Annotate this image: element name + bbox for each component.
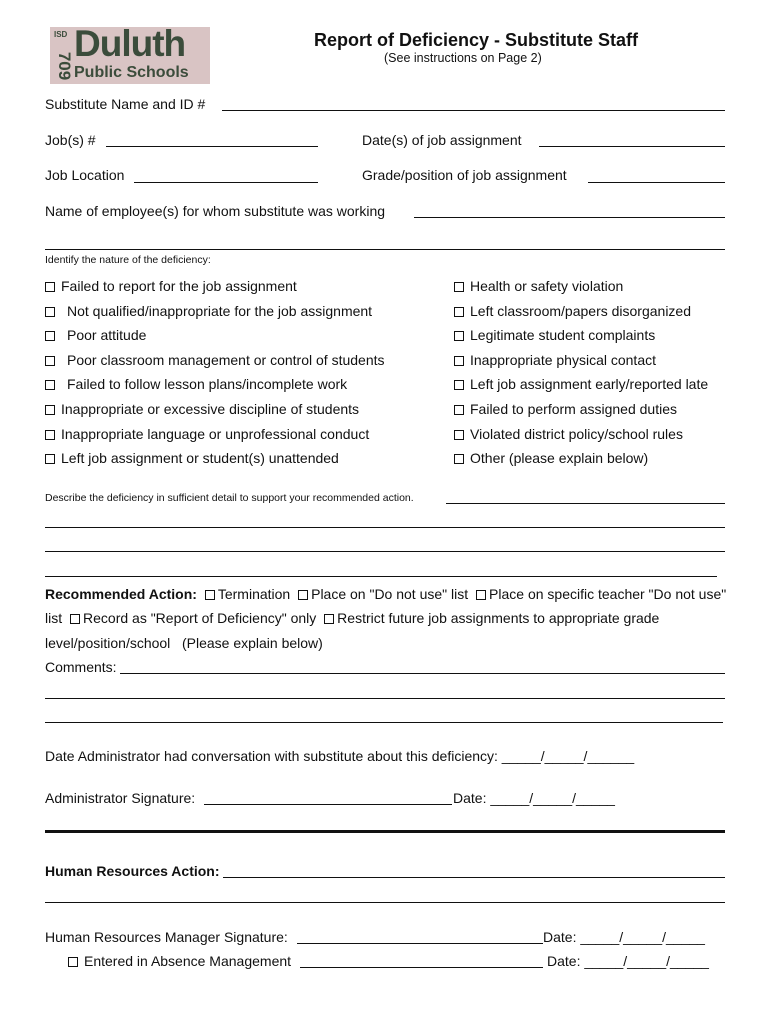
- list-word: list: [45, 610, 63, 626]
- deficiency-label: Left job assignment or student(s) unattended: [61, 450, 339, 467]
- absence-checkbox[interactable]: [68, 957, 78, 967]
- dates-field[interactable]: [539, 146, 725, 147]
- deficiency-option: [454, 426, 683, 442]
- deficiency-checkbox[interactable]: [454, 331, 464, 341]
- location-label: Job Location: [45, 167, 125, 183]
- deficiency-checkbox[interactable]: [454, 430, 464, 440]
- divider: [45, 249, 725, 250]
- deficiency-label: Inappropriate physical contact: [470, 351, 656, 368]
- deficiency-option: [45, 327, 146, 343]
- district-logo: [50, 23, 210, 84]
- restrict-label: Restrict future job assignments to appropriate grade: [337, 610, 660, 626]
- deficiency-label: Left job assignment early/reported late: [470, 376, 709, 393]
- location-field[interactable]: [134, 182, 318, 183]
- deficiency-option: [454, 327, 655, 343]
- deficiency-option: [45, 352, 385, 368]
- deficiency-checkbox[interactable]: [454, 454, 464, 464]
- deficiency-label: Failed to report for the job assignment: [61, 278, 297, 294]
- deficiency-option: [454, 401, 677, 417]
- logo-name: Duluth: [74, 23, 186, 64]
- form-subtitle: (See instructions on Page 2): [384, 51, 542, 65]
- logo-subtitle: Public Schools: [74, 64, 189, 81]
- admin-conversation-date[interactable]: Date Administrator had conversation with substitute about this deficiency: _____/_____/______: [45, 748, 635, 764]
- employee-field[interactable]: [414, 217, 725, 218]
- describe-line-3[interactable]: [45, 551, 725, 552]
- deficiency-label: Left classroom/papers disorganized: [470, 302, 692, 319]
- deficiency-option: [454, 278, 623, 294]
- deficiency-checkbox[interactable]: [45, 405, 55, 415]
- jobs-field[interactable]: [106, 146, 318, 147]
- deficiency-option: [454, 450, 648, 466]
- grade-field[interactable]: [588, 182, 725, 183]
- deficiency-checkbox[interactable]: [454, 356, 464, 366]
- absence-field[interactable]: [300, 967, 543, 968]
- form-title: Report of Deficiency - Substitute Staff: [314, 30, 639, 50]
- describe-line-2[interactable]: [45, 527, 725, 528]
- section-divider: [45, 830, 725, 833]
- deficiency-checkbox[interactable]: [45, 331, 55, 341]
- deficiency-label: Inappropriate language or unprofessional conduct: [61, 425, 370, 442]
- specific-teacher-checkbox[interactable]: [476, 590, 486, 600]
- deficiency-option: [45, 376, 347, 392]
- termination-label: Termination: [217, 586, 291, 602]
- deficiency-label: Poor classroom management or control of students: [67, 351, 385, 368]
- deficiency-checkbox[interactable]: [45, 282, 55, 292]
- absence-row: [68, 953, 291, 969]
- restrict-checkbox[interactable]: [324, 614, 334, 624]
- hr-signature-label: Human Resources Manager Signature:: [45, 929, 288, 945]
- admin-signature-field[interactable]: [204, 804, 452, 805]
- deficiency-option: [45, 303, 372, 319]
- deficiency-option: [454, 352, 656, 368]
- describe-field-1[interactable]: [446, 503, 725, 504]
- logo-isd: ISD: [54, 30, 68, 39]
- deficiency-label: Health or safety violation: [470, 278, 624, 294]
- logo-number: 709: [55, 51, 74, 81]
- comments-field-1[interactable]: [120, 673, 725, 674]
- deficiency-option: [454, 376, 708, 392]
- deficiency-label: Failed to perform assigned duties: [470, 401, 677, 417]
- deficiency-label: Legitimate student complaints: [470, 327, 656, 344]
- absence-date[interactable]: Date: _____/_____/_____: [547, 953, 709, 969]
- comments-field-3[interactable]: [45, 722, 723, 723]
- employee-label: Name of employee(s) for whom substitute was working: [45, 203, 386, 219]
- deficiency-checkbox[interactable]: [45, 307, 55, 317]
- deficiency-option: [45, 278, 297, 294]
- hr-action-label: Human Resources Action:: [45, 863, 220, 879]
- deficiency-option: [45, 401, 359, 417]
- recommended-line-1: [45, 586, 726, 602]
- deficiency-checkbox[interactable]: [454, 380, 464, 390]
- deficiency-checkbox[interactable]: [45, 380, 55, 390]
- admin-signature-label: Administrator Signature:: [45, 790, 196, 806]
- recommended-line-3: level/position/school (Please explain below): [45, 635, 323, 651]
- deficiency-label: Poor attitude: [67, 327, 147, 344]
- deficiency-checkbox[interactable]: [454, 307, 464, 317]
- do-not-use-label: Place on "Do not use" list: [311, 586, 469, 602]
- nature-label: Identify the nature of the deficiency:: [45, 254, 211, 266]
- comments-label: Comments:: [45, 659, 117, 675]
- deficiency-checkbox[interactable]: [454, 282, 464, 292]
- substitute-name-label: Substitute Name and ID #: [45, 96, 206, 112]
- hr-signature-field[interactable]: [297, 943, 543, 944]
- describe-label: Describe the deficiency in sufficient detail to support your recommended action.: [45, 492, 414, 504]
- deficiency-label: Inappropriate or excessive discipline of students: [61, 401, 360, 417]
- deficiency-label: Other (please explain below): [470, 450, 649, 467]
- deficiency-label: Violated district policy/school rules: [470, 425, 683, 442]
- jobs-label: Job(s) #: [45, 132, 96, 148]
- deficiency-checkbox[interactable]: [45, 356, 55, 366]
- hr-signature-date[interactable]: Date: _____/_____/_____: [543, 929, 705, 945]
- deficiency-option: [45, 450, 339, 466]
- hr-action-field-2[interactable]: [45, 902, 725, 903]
- grade-label: Grade/position of job assignment: [362, 167, 567, 183]
- absence-label: Entered in Absence Management: [84, 953, 292, 969]
- substitute-name-field[interactable]: [222, 110, 725, 111]
- comments-field-2[interactable]: [45, 698, 725, 699]
- record-checkbox[interactable]: [70, 614, 80, 624]
- do-not-use-checkbox[interactable]: [298, 590, 308, 600]
- deficiency-checkbox[interactable]: [454, 405, 464, 415]
- recommended-label: Recommended Action:: [45, 586, 197, 602]
- deficiency-checkbox[interactable]: [45, 454, 55, 464]
- deficiency-label: Failed to follow lesson plans/incomplete work: [67, 376, 348, 393]
- dates-label: Date(s) of job assignment: [362, 132, 522, 148]
- deficiency-option: [45, 426, 369, 442]
- deficiency-checkbox[interactable]: [45, 430, 55, 440]
- describe-line-4[interactable]: [45, 576, 717, 577]
- record-label: Record as "Report of Deficiency" only: [83, 610, 317, 626]
- deficiency-label: Not qualified/inappropriate for the job assignment: [67, 302, 373, 319]
- specific-teacher-label: Place on specific teacher "Do not use": [489, 586, 727, 602]
- recommended-line-2: [45, 610, 659, 626]
- hr-action-field-1[interactable]: [223, 877, 725, 878]
- admin-signature-date[interactable]: Date: _____/_____/_____: [453, 790, 615, 806]
- termination-checkbox[interactable]: [205, 590, 215, 600]
- deficiency-option: [454, 303, 691, 319]
